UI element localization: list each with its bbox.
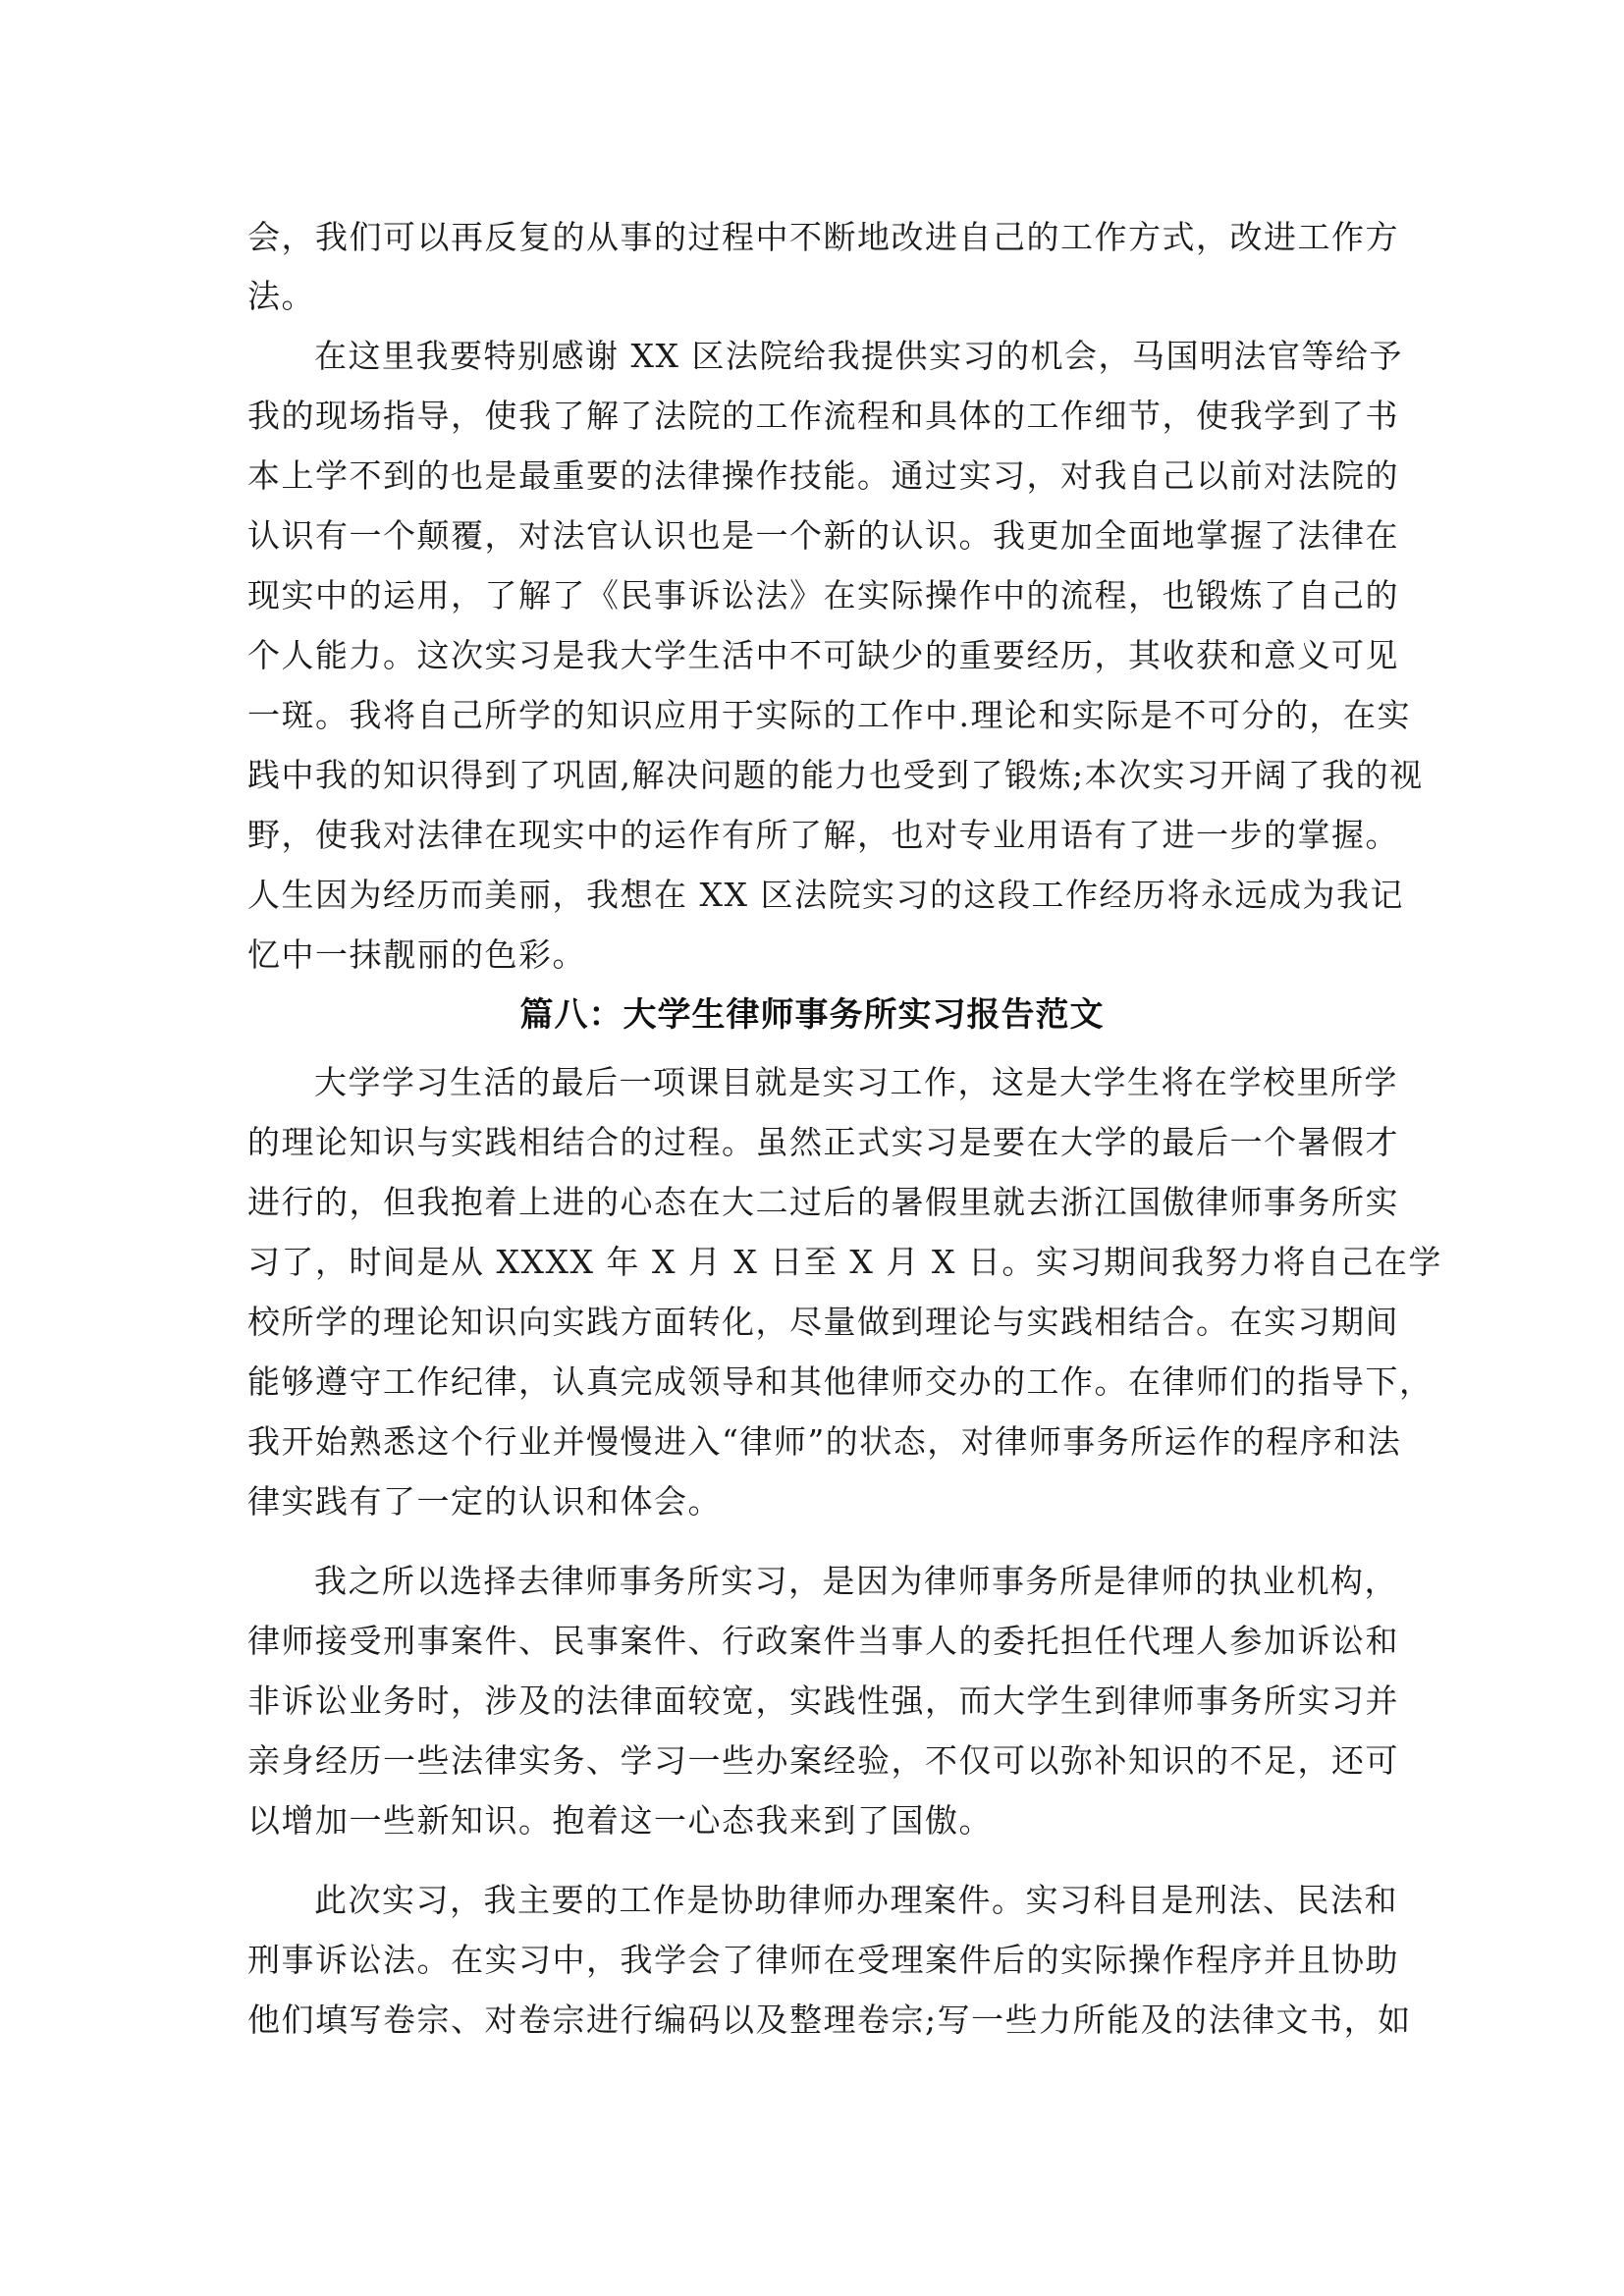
text-line: 非诉讼业务时，涉及的法律面较宽，实践性强，而大学生到律师事务所实习并 bbox=[247, 1682, 1399, 1720]
text-line: 他们填写卷宗、对卷宗进行编码以及整理卷宗;写一些力所能及的法律文书，如 bbox=[247, 2001, 1412, 2039]
text-line: 会，我们可以再反复的从事的过程中不断地改进自己的工作方式，改进工作方 bbox=[247, 218, 1399, 256]
text-line: 法。 bbox=[247, 277, 315, 315]
text-line: 能够遵守工作纪律，认真完成领导和其他律师交办的工作。在律师们的指导下， bbox=[247, 1362, 1434, 1401]
text-line: 的理论知识与实践相结合的过程。虽然正式实习是要在大学的最后一个暑假才 bbox=[247, 1123, 1399, 1161]
text-line: 我之所以选择去律师事务所实习，是因为律师事务所是律师的执业机构， bbox=[314, 1562, 1398, 1600]
text-line: 野，使我对法律在现实中的运作有所了解，也对专业用语有了进一步的掌握。 bbox=[247, 816, 1399, 854]
section-heading: 篇八：大学生律师事务所实习报告范文 bbox=[519, 995, 1105, 1035]
text-line: 此次实习，我主要的工作是协助律师办理案件。实习科目是刑法、民法和 bbox=[314, 1881, 1398, 1919]
text-line: 本上学不到的也是最重要的法律操作技能。通过实习，对我自己以前对法院的 bbox=[247, 456, 1399, 495]
text-line: 现实中的运用，了解了《民事诉讼法》在实际操作中的流程，也锻炼了自己的 bbox=[247, 576, 1399, 614]
text-line: 人生因为经历而美丽，我想在 XX 区法院实习的这段工作经历将永远成为我记 bbox=[247, 876, 1404, 914]
text-line: 忆中一抹靓丽的色彩。 bbox=[247, 935, 586, 974]
text-line: 进行的，但我抱着上进的心态在大二过后的暑假里就去浙江国傲律师事务所实 bbox=[247, 1183, 1399, 1221]
text-line: 习了，时间是从 XXXX 年 X 月 X 日至 X 月 X 日。实习期间我努力将自己在学 bbox=[247, 1243, 1442, 1281]
text-line: 律师接受刑事案件、民事案件、行政案件当事人的委托担任代理人参加诉讼和 bbox=[247, 1622, 1399, 1660]
text-line: 我的现场指导，使我了解了法院的工作流程和具体的工作细节，使我学到了书 bbox=[247, 397, 1399, 435]
text-line: 一斑。我将自己所学的知识应用于实际的工作中.理论和实际是不可分的，在实 bbox=[247, 696, 1411, 734]
text-line: 大学学习生活的最后一项课目就是实习工作，这是大学生将在学校里所学 bbox=[314, 1063, 1398, 1101]
text-line: 亲身经历一些法律实务、学习一些办案经验，不仅可以弥补知识的不足，还可 bbox=[247, 1741, 1399, 1780]
text-line: 个人能力。这次实习是我大学生活中不可缺少的重要经历，其收获和意义可见 bbox=[247, 636, 1399, 674]
text-line: 以增加一些新知识。抱着这一心态我来到了国傲。 bbox=[247, 1801, 993, 1840]
text-line: 在这里我要特别感谢 XX 区法院给我提供实习的机会，马国明法官等给予 bbox=[314, 337, 1403, 375]
text-line: 践中我的知识得到了巩固,解决问题的能力也受到了锻炼;本次实习开阔了我的视 bbox=[247, 756, 1424, 794]
text-line: 认识有一个颠覆，对法官认识也是一个新的认识。我更加全面地掌握了法律在 bbox=[247, 516, 1399, 555]
text-line: 我开始熟悉这个行业并慢慢进入“律师”的状态，对律师事务所运作的程序和法 bbox=[247, 1422, 1402, 1461]
text-line: 刑事诉讼法。在实习中，我学会了律师在受理案件后的实际操作程序并且协助 bbox=[247, 1941, 1399, 1979]
text-line: 校所学的理论知识向实践方面转化，尽量做到理论与实践相结合。在实习期间 bbox=[247, 1303, 1399, 1341]
text-line: 律实践有了一定的认识和体会。 bbox=[247, 1482, 722, 1521]
